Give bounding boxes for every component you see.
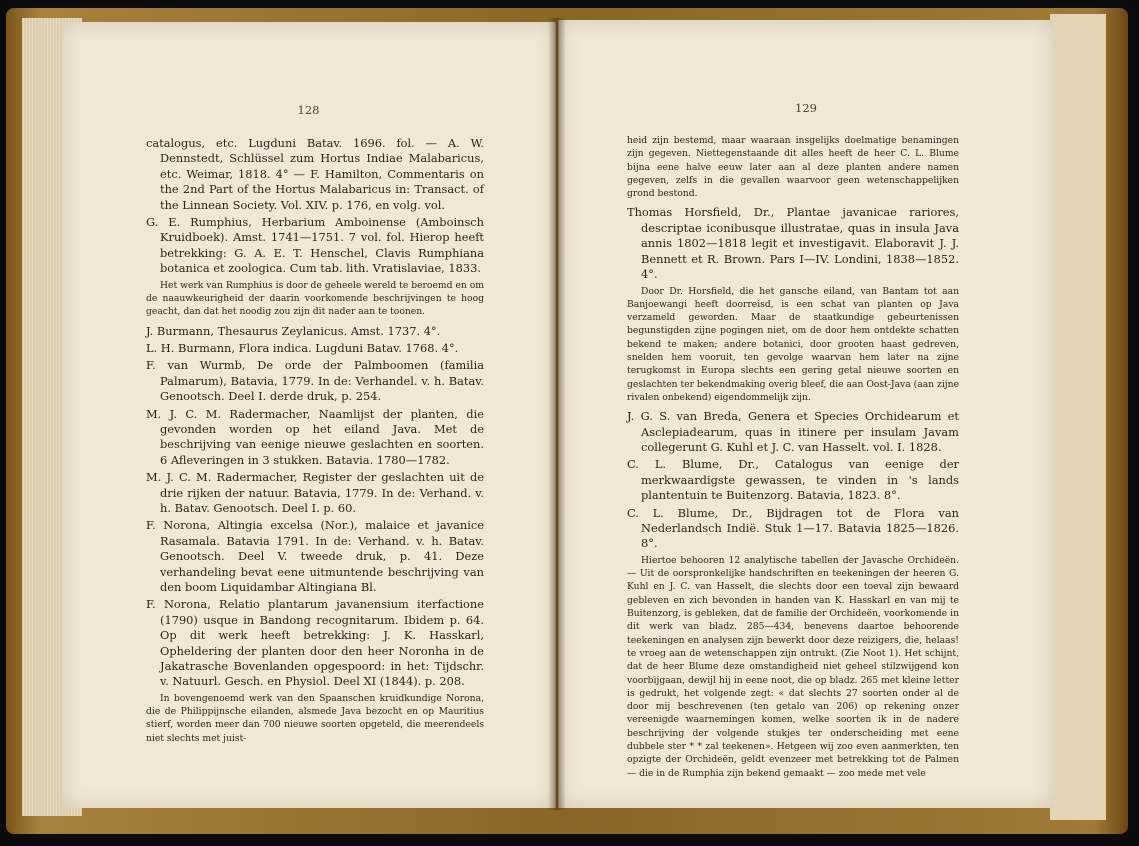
book-gutter bbox=[548, 18, 566, 810]
bibliography-entry: Thomas Horsfield, Dr., Plantae javanicae rariores, descriptae iconibusque illustratae, quas in insula Java annis 1802—1818 legit et investigavit. Elaboravit J. J. Bennett et R. Brown. Pars I—IV. Londini, 1838—1852. 4°. bbox=[627, 205, 959, 282]
bibliography-entry: J. Burmann, Thesaurus Zeylanicus. Amst. 1737. 4°. bbox=[146, 323, 441, 338]
annotation-note: heid zijn bestemd, maar waaraan insgelijks doelmatige benamingen zijn gegeven. Niettegenstaande dit alles heeft de heer C. L. Blume bijna eene halve eeuw later aan al deze planten andere namen gegeven, zelfs in die gevallen waarvoor geen wetenschappelijken grond bestond. bbox=[627, 135, 959, 200]
right-page bbox=[558, 20, 1053, 808]
bibliography-entry: M. J. C. M. Radermacher, Register der geslachten uit de drie rijken der natuur. Batavia, 1779. In de: Verhand. v. h. Batav. Genootsch. Deel I. p. 60. bbox=[146, 470, 484, 516]
text-column bbox=[627, 134, 959, 780]
page-number: 129 bbox=[795, 101, 817, 115]
annotation-note: Het werk van Rumphius is door de geheele wereld te beroemd en om de naauwkeurigheid der daarin voorkomende beschrijvingen te hoog geacht, dan dat het noodig zou zijn dit nader aan te toonen. bbox=[146, 279, 484, 318]
bibliography-entry: C. L. Blume, Dr., Bijdragen tot de Flora van Nederlandsch Indië. Stuk 1—17. Batavia 1825—1826. 8°. bbox=[627, 505, 959, 551]
bibliography-entry: G. E. Rumphius, Herbarium Amboinense (Amboinsch Kruidboek). Amst. 1741—1751. 7 vol. fol. Hierop heeft betrekking: G. A. E. T. Henschel, Clavis Rumphiana botanica et zoologica. Cum tab. lith. Vratislaviae, 1833. bbox=[146, 215, 484, 276]
bibliography-entry: catalogus, etc. Lugduni Batav. 1696. fol. — A. W. Dennstedt, Schlüssel zum Hortus Indiae Malabaricus, etc. Weimar, 1818. 4° — F. Hamilton, Commentaris on the 2nd Part of the Hortus Malabaricus in: Transact. of the Linnean Society. Vol. XIV. p. 176, en volg. vol. bbox=[146, 136, 484, 212]
text-column bbox=[146, 136, 484, 745]
left-page bbox=[62, 22, 556, 808]
bibliography-entry: C. L. Blume, Dr., Catalogus van eenige der merkwaardigste gewassen, te vinden in 's lands plantentuin te Buitenzorg. Batavia, 1823. 8°. bbox=[627, 457, 959, 503]
annotation-note: Door Dr. Horsfield, die het gansche eiland, van Bantam tot aan Banjoewangi heeft doorreisd, is een schat van planten op Java verzameld geworden. Maar de staatkundige gebeurtenissen begunstigden zijne pogingen niet, om de door hem ontdekte schatten bekend te maken; andere botanici, door grooten haast gedreven, snelden hem vooruit, ten gevolge waarvan hem later na zijne terugkomst in Europa slechts een gering getal nieuwe soorten en geslachten ter bekendmaking overig bleef, die aan Oost-Java (aan zijne rivalen onbekend) eigendommelijk zijn. bbox=[627, 285, 960, 403]
bibliography-entry: J. G. S. van Breda, Genera et Species Orchidearum et Asclepiadearum, quas in itinere per insulam Javam collegerunt G. Kuhl et J. C. van Hasselt. vol. I. 1828. bbox=[627, 409, 959, 454]
annotation-note: Hiertoe behooren 12 analytische tabellen der Javasche Orchideën. — Uit de oorspronkelijke handschriften en teekeningen der heeren G. Kuhl en J. C. van Hasselt, die slechts door een toeval zijn bewaard gebleven en zich bevonden in handen van K. Hasskarl en van mij te Buitenzorg, is gebleken, dat de familie der Orchideën, voorkomende in dit werk van bladz. 285—434, benevens daartoe behoorende teekeningen en analysen zijn bewerkt door deze reizigers, die, helaas! te vroeg aan de wetenschappen zijn ontrukt. (Zie Noot 1). Het schijnt, dat de heer Blume deze omstandigheid niet geheel stilzwijgend kon voorbijgaan, dewijl hij in eene noot, die op bladz. 265 met kleine letter is gedrukt, het volgende zegt: « dat slechts 27 soorten onder al de door mij beschrevenen (ten getalo van 206) op rekening onzer vereenigde waarnemingen komen, welke soorten ik in de nadere beschrijving der volgende stukjes ter onderscheiding met eene dubbele ster * * zal teekenen». Hetgeen wij zoo even aanmerkten, ten opzigte der Orchideën, geldt evenzeer met betrekking tot de Palmen — die in de Rumphia zijn bekend gemaakt — zoo mede met vele bbox=[627, 554, 959, 779]
bibliography-entry: F. van Wurmb, De orde der Palmboomen (familia Palmarum), Batavia, 1779. In de: Verhandel. v. h. Batav. Genootsch. Deel I. derde druk, p. 254. bbox=[146, 358, 484, 404]
bibliography-entry: M. J. C. M. Radermacher, Naamlijst der planten, die gevonden worden op het eiland Java. Met de beschrijving van eenige nieuwe geslachten en soorten. 6 Afleveringen in 3 stukken. Batavia. 1780—1782. bbox=[146, 406, 484, 467]
bibliography-entry: L. H. Burmann, Flora indica. Lugduni Batav. 1768. 4°. bbox=[146, 340, 459, 355]
page-number: 128 bbox=[297, 103, 320, 117]
annotation-note: In bovengenoemd werk van den Spaanschen kruidkundige Norona, die de Philippijnsche eilanden, alsmede Java bezocht en op Mauritius stierf, worden meer dan 700 nieuwe soorten opgeteld, die meerendeels niet slechts met juist- bbox=[146, 692, 484, 744]
bibliography-entry: F. Norona, Relatio plantarum javanensium iterfactione (1790) usque in Bandong recognitarum. Ibidem p. 64. Op dit werk heeft betrekking: J. K. Hasskarl, Opheldering der planten door den heer Noronha in de Jakatrasche Bovenlanden opgespoord: in het: Tijdschr. v. Natuurl. Gesch. en Physiol. Deel XI (1844). p. 208. bbox=[146, 597, 484, 689]
bibliography-entry: F. Norona, Altingia excelsa (Nor.), malaice et javanice Rasamala. Batavia 1791. In de: Verhand. v. h. Batav. Genootsch. Deel V. tweede druk, p. 41. Deze verhandeling bevat eene uitmuntende beschrijving van den boom Liquidambar Altingiana Bl. bbox=[146, 518, 484, 595]
right-page-stack bbox=[1050, 14, 1106, 820]
